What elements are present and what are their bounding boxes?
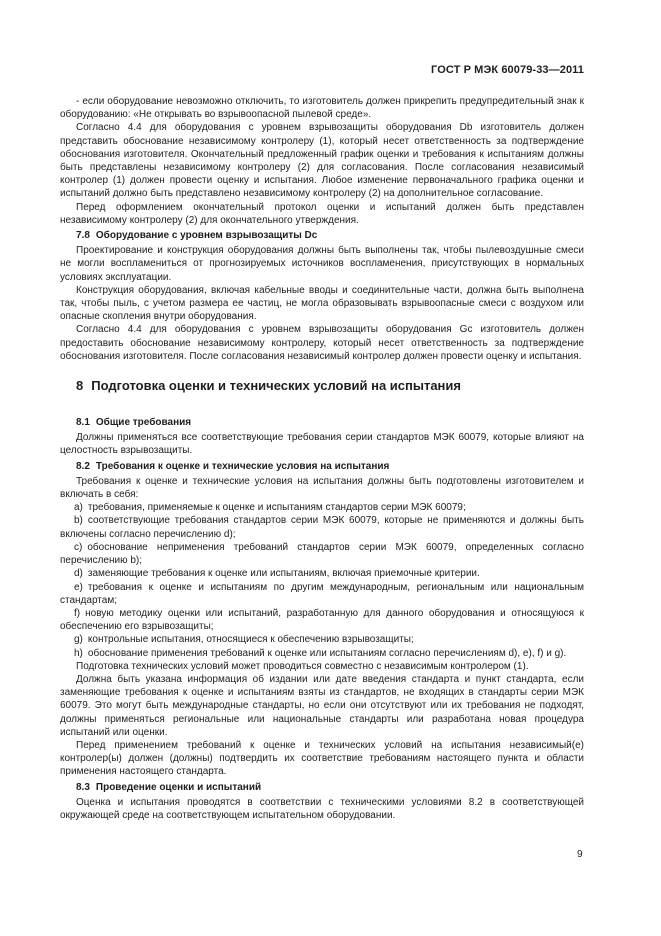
page-number: 9: [577, 849, 583, 860]
paragraph-dc-construction: Конструкция оборудования, включая кабельные вводы и соединительные части, должна быть выполнена так, чтобы пыль, с учетом размера ее частиц, не могла образовывать взрывоопасные смеси с воздухом или опасные скопления внутри оборудования.: [60, 284, 584, 323]
paragraph-8-2-confirmation: Перед применением требований к оценке и технических условий на испытания независимый(е) контролер(ы) должен (должны) подтвердить их соответствие требованиям настоящего пункта и области применения настоящего стандарта.: [60, 739, 584, 778]
paragraph-8-2-intro: Требования к оценке и технические условия на испытания должны быть подготовлены изготовителем и включать в себя:: [60, 475, 584, 501]
section-8-2-heading: [60, 460, 584, 473]
paragraph-db-procedure: Согласно 4.4 для оборудования с уровнем взрывозащиты оборудования Db изготовитель должен представить обоснование независимому контролеру (1), который несет ответственность за подтверждение обоснования изготовителя. Окончательный предложенный график оценки и требования к испытаниям должны быть представлены независимому контролеру (2) для согласования. После согласования независимый контролер (1) должен провести оценку и испытания. Любое изменение первоначального графика оценки и испытаний должно быть представлено независимому контролеру (2) на дополнительное согласование.: [60, 122, 584, 200]
list-marker: a): [74, 502, 83, 514]
list-text: обоснование неприменения требований стандартов серии МЭК 60079, определенных согласно перечислению b);: [60, 541, 584, 567]
section-title: Требования к оценке и технические условия на испытания: [95, 460, 390, 472]
list-marker: f): [74, 607, 81, 619]
list-text: обоснование применения требований к оценке или испытаниям согласно перечислениям d), e), f) и g).: [87, 647, 567, 659]
section-title: Общие требования: [95, 417, 192, 429]
list-text: требования, применяемые к оценке и испытаниям стандартов серии МЭК 60079;: [87, 502, 466, 514]
list-text: новую методику оценки или испытаний, разработанную для данного оборудования и относящуюся к обеспечению его взрывозащиты;: [60, 607, 584, 633]
list-item: [60, 647, 584, 660]
section-number: 8.2: [76, 460, 90, 472]
section-8-heading: [60, 378, 584, 394]
section-7-8-heading: [60, 229, 584, 242]
section-8-1-heading: [60, 416, 584, 429]
paragraph-8-2-edition-info: Должна быть указана информация об издании или дате введения стандарта и пункт стандарта, если заменяющие требования к оценке и испытаниям взяты из стандартов, не входящих в стандарты серии МЭК 60079. Это могут быть международные стандарты, но если они отсутствуют или их требования не подходят, должны применяться региональные или национальные стандарты или разработана новая процедура испытаний или оценки.: [60, 673, 584, 738]
paragraph-dc-justification: Согласно 4.4 для оборудования с уровнем взрывозащиты оборудования Gc изготовитель должен предоставить обоснование независимому контролеру, который несет ответственность за подтверждение обоснования изготовителя. После согласования независимый контролер должен провести оценку и испытания.: [60, 324, 584, 362]
list-text: контрольные испытания, относящиеся к обеспечению взрывозащиты;: [87, 634, 414, 646]
list-marker: g): [74, 634, 83, 646]
section-title: Оборудование с уровнем взрывозащиты Dc: [95, 230, 318, 242]
list-item: [60, 581, 584, 607]
list-item: [60, 541, 584, 567]
paragraph-dc-design: Проектирование и конструкция оборудования должны быть выполнены так, чтобы пылевоздушные смеси не могли воспламениться от прогнозируемых источников воспламенения, присутствующих в нормальных условиях эксплуатации.: [60, 245, 584, 283]
section-8-3-heading: [60, 781, 584, 794]
paragraph-warning: - если оборудование невозможно отключить, то изготовитель должен прикрепить предупредительный знак к оборудованию: «Не открывать во взрывоопасной пылевой среде».: [60, 96, 584, 121]
standard-header: ГОСТ Р МЭК 60079-33—2011: [431, 64, 584, 76]
list-item: [60, 567, 584, 580]
list-marker: h): [74, 647, 83, 659]
paragraph-8-3: Оценка и испытания проводятся в соответствии с техническими условиями 8.2 в соответствующей окружающей среде на соответствующем испытательном оборудовании.: [60, 796, 584, 821]
list-marker: e): [74, 581, 83, 593]
list-item: [60, 514, 584, 540]
list-marker: d): [74, 568, 83, 580]
list-item: [60, 607, 584, 633]
paragraph-8-1: Должны применяться все соответствующие требования серии стандартов МЭК 60079, которые влияют на целостность взрывозащиты.: [60, 432, 584, 457]
list-item: [60, 501, 584, 514]
list-text: требования к оценке и испытаниям по другим международным, региональным или национальным стандартам;: [60, 581, 584, 606]
section-number: 7.8: [76, 230, 90, 242]
section-title: Подготовка оценки и технических условий на испытания: [91, 378, 461, 394]
list-item: [60, 633, 584, 646]
page-content: [60, 95, 584, 822]
list-text: заменяющие требования к оценке или испытаниям, включая приемочные критерии.: [87, 568, 480, 580]
paragraph-db-final-report: Перед оформлением окончательный протокол оценки и испытаний должен быть представлен независимому контролеру (2) для окончательного утверждения.: [60, 201, 584, 226]
section-title: Проведение оценки и испытаний: [95, 781, 262, 793]
list-marker: b): [74, 515, 83, 527]
list-marker: c): [74, 541, 83, 553]
requirements-list: [60, 501, 584, 659]
section-number: 8: [76, 378, 84, 394]
section-number: 8.3: [76, 781, 90, 793]
paragraph-8-2-joint: Подготовка технических условий может проводиться совместно с независимым контролером (1).: [76, 660, 529, 672]
section-number: 8.1: [76, 417, 90, 429]
list-text: соответствующие требования стандартов серии МЭК 60079, которые не применяются и должны быть включены согласно перечислению d);: [60, 515, 584, 540]
